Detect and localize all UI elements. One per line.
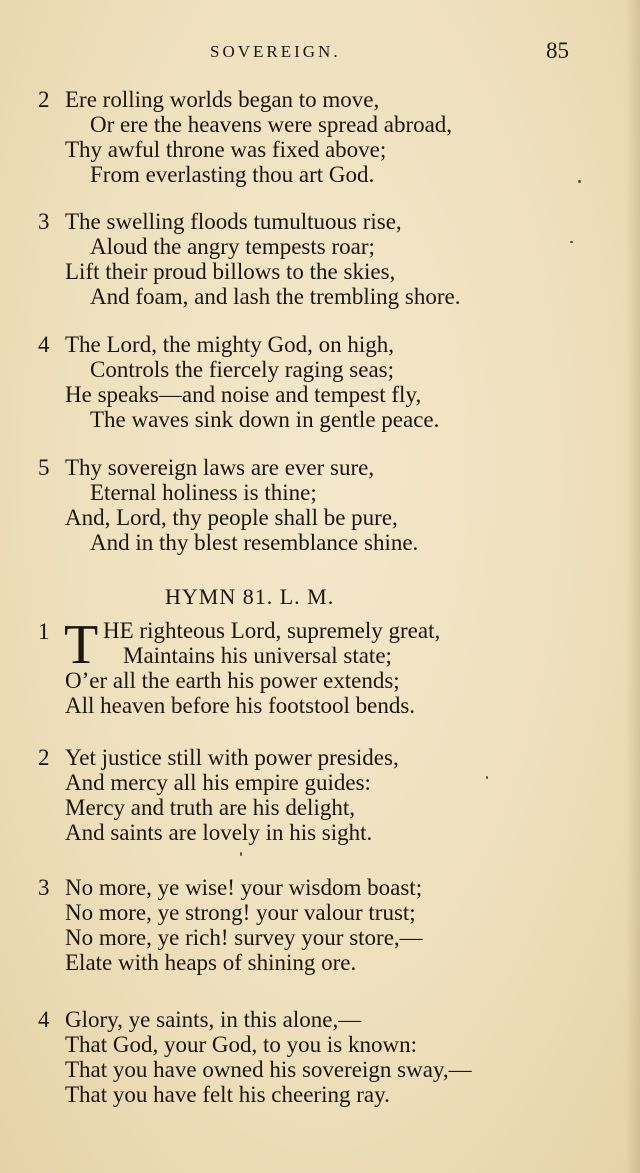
verse-line: Eternal holiness is thine; [90, 480, 317, 505]
stanza-number: 1 [38, 619, 50, 644]
running-head: SOVEREIGN. [210, 42, 341, 61]
verse-line: And in thy blest resemblance shine. [90, 530, 419, 555]
verse-line: Yet justice still with power presides, [65, 745, 399, 770]
page-header [0, 38, 640, 68]
verse-line: O’er all the earth his power extends; [65, 668, 400, 693]
verse-line: HE righteous Lord, supremely great, [103, 618, 441, 643]
verse-line: Thy sovereign laws are ever sure, [65, 455, 375, 480]
verse-line: That God, your God, to you is known: [65, 1032, 418, 1057]
verse-line: The swelling floods tumultuous rise, [65, 209, 402, 234]
verse-line: That you have felt his cheering ray. [65, 1082, 390, 1107]
page-edge-shadow [626, 0, 640, 1173]
verse-line: Elate with heaps of shining ore. [65, 950, 357, 975]
verse-line: No more, ye strong! your valour trust; [65, 900, 416, 925]
paper-speck [240, 852, 242, 856]
verse-line: And, Lord, thy people shall be pure, [65, 505, 398, 530]
hymn-title: HYMN 81. L. M. [165, 584, 335, 609]
verse-line: Maintains his universal state; [123, 643, 392, 668]
verse-line: No more, ye wise! your wisdom boast; [65, 875, 423, 900]
stanza-number: 3 [38, 875, 50, 900]
verse-line: Controls the fiercely raging seas; [90, 357, 395, 382]
stanza-number: 3 [38, 209, 50, 234]
verse-line: Aloud the angry tempests roar; [90, 234, 375, 259]
verse-line: And foam, and lash the trembling shore. [90, 284, 461, 309]
verse-line: No more, ye rich! survey your store,— [65, 925, 423, 950]
verse-line: And mercy all his empire guides: [65, 770, 371, 795]
stanza-number: 4 [38, 332, 50, 357]
verse-line: He speaks—and noise and tempest fly, [65, 382, 422, 407]
verse-line: The waves sink down in gentle peace. [90, 407, 440, 432]
verse-line: The Lord, the mighty God, on high, [65, 332, 394, 357]
verse-line: And saints are lovely in his sight. [65, 820, 373, 845]
paper-speck [486, 776, 488, 779]
stanza-number: 5 [38, 455, 50, 480]
page-number: 85 [546, 38, 569, 63]
paper-speck [578, 180, 581, 183]
stanza-number: 2 [38, 745, 50, 770]
stanza-number: 2 [38, 87, 50, 112]
verse-line: Lift their proud billows to the skies, [65, 259, 396, 284]
verse-line: All heaven before his footstool bends. [65, 693, 416, 718]
drop-cap: T [64, 614, 99, 676]
verse-line: Or ere the heavens were spread abroad, [90, 112, 453, 137]
verse-line: Thy awful throne was fixed above; [65, 137, 387, 162]
verse-line: Ere rolling worlds began to move, [65, 87, 380, 112]
verse-line: Glory, ye saints, in this alone,— [65, 1007, 362, 1032]
paper-speck [570, 241, 573, 243]
verse-line: From everlasting thou art God. [90, 162, 375, 187]
verse-line: That you have owned his sovereign sway,— [65, 1057, 472, 1082]
stanza-number: 4 [38, 1007, 50, 1032]
verse-line: Mercy and truth are his delight, [65, 795, 355, 820]
